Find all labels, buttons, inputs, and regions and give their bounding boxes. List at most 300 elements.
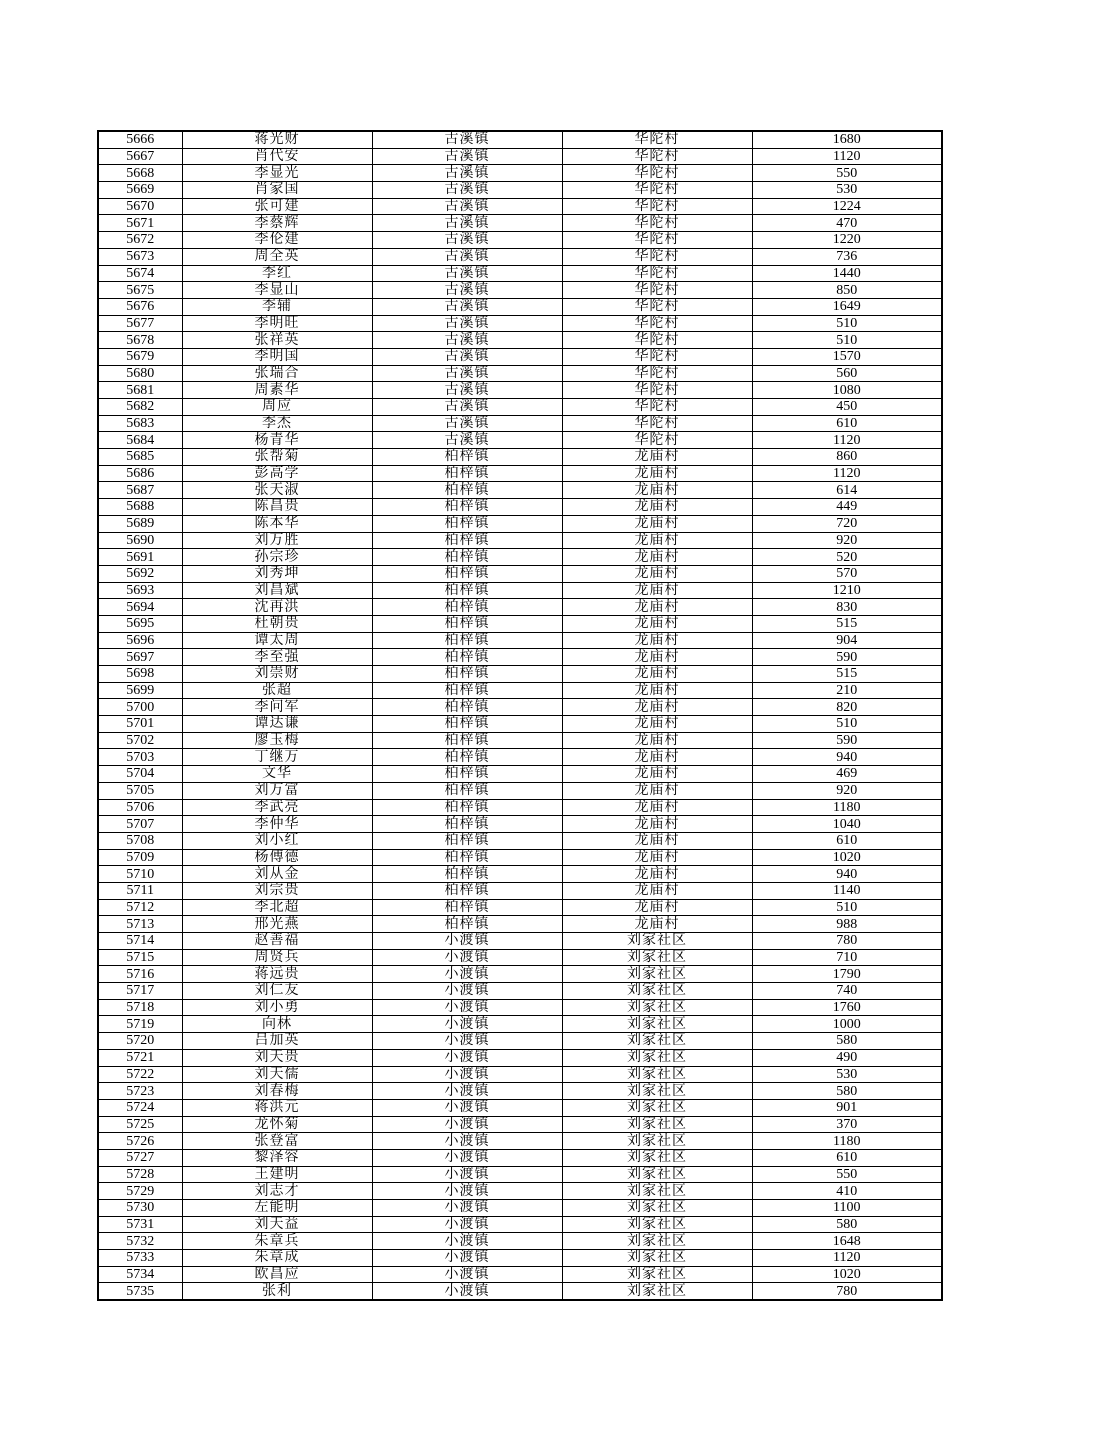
amount-cell: 1648 bbox=[752, 1233, 942, 1250]
amount-cell: 920 bbox=[752, 782, 942, 799]
town-cell: 古溪镇 bbox=[372, 315, 562, 332]
amount-cell: 510 bbox=[752, 315, 942, 332]
amount-cell: 820 bbox=[752, 699, 942, 716]
row-number-cell: 5733 bbox=[98, 1250, 182, 1267]
village-cell: 华陀村 bbox=[562, 365, 752, 382]
amount-cell: 515 bbox=[752, 666, 942, 683]
amount-cell: 470 bbox=[752, 215, 942, 232]
town-cell: 小渡镇 bbox=[372, 1166, 562, 1183]
village-cell: 刘家社区 bbox=[562, 1216, 752, 1233]
town-cell: 古溪镇 bbox=[372, 198, 562, 215]
person-name-cell: 廖玉梅 bbox=[182, 732, 372, 749]
town-cell: 柏梓镇 bbox=[372, 482, 562, 499]
village-cell: 华陀村 bbox=[562, 382, 752, 399]
village-cell: 龙庙村 bbox=[562, 916, 752, 933]
amount-cell: 510 bbox=[752, 899, 942, 916]
table-row bbox=[98, 749, 942, 766]
table-row bbox=[98, 966, 942, 983]
row-number-cell: 5677 bbox=[98, 315, 182, 332]
amount-cell: 1020 bbox=[752, 849, 942, 866]
amount-cell: 1649 bbox=[752, 298, 942, 315]
person-name-cell: 刘小红 bbox=[182, 832, 372, 849]
table-row bbox=[98, 999, 942, 1016]
town-cell: 古溪镇 bbox=[372, 365, 562, 382]
village-cell: 龙庙村 bbox=[562, 766, 752, 783]
village-cell: 龙庙村 bbox=[562, 799, 752, 816]
person-name-cell: 李伦建 bbox=[182, 232, 372, 249]
amount-cell: 1224 bbox=[752, 198, 942, 215]
village-cell: 刘家社区 bbox=[562, 933, 752, 950]
village-cell: 龙庙村 bbox=[562, 615, 752, 632]
row-number-cell: 5723 bbox=[98, 1083, 182, 1100]
person-name-cell: 张天淑 bbox=[182, 482, 372, 499]
village-cell: 龙庙村 bbox=[562, 599, 752, 616]
person-name-cell: 杨青华 bbox=[182, 432, 372, 449]
town-cell: 柏梓镇 bbox=[372, 449, 562, 466]
row-number-cell: 5712 bbox=[98, 899, 182, 916]
town-cell: 柏梓镇 bbox=[372, 799, 562, 816]
amount-cell: 740 bbox=[752, 983, 942, 1000]
table-row bbox=[98, 165, 942, 182]
table-row bbox=[98, 582, 942, 599]
table-row bbox=[98, 782, 942, 799]
person-name-cell: 向林 bbox=[182, 1016, 372, 1033]
person-name-cell: 刘宗贵 bbox=[182, 882, 372, 899]
town-cell: 柏梓镇 bbox=[372, 465, 562, 482]
row-number-cell: 5698 bbox=[98, 666, 182, 683]
row-number-cell: 5667 bbox=[98, 148, 182, 165]
row-number-cell: 5720 bbox=[98, 1033, 182, 1050]
person-name-cell: 杜朝贵 bbox=[182, 615, 372, 632]
amount-cell: 860 bbox=[752, 449, 942, 466]
amount-cell: 920 bbox=[752, 532, 942, 549]
person-name-cell: 刘天贵 bbox=[182, 1049, 372, 1066]
person-name-cell: 孙宗珍 bbox=[182, 549, 372, 566]
person-name-cell: 蒋光财 bbox=[182, 131, 372, 148]
row-number-cell: 5708 bbox=[98, 832, 182, 849]
table-row bbox=[98, 1016, 942, 1033]
amount-cell: 1220 bbox=[752, 232, 942, 249]
person-name-cell: 欧昌应 bbox=[182, 1266, 372, 1283]
amount-cell: 510 bbox=[752, 332, 942, 349]
table-row bbox=[98, 866, 942, 883]
table-row bbox=[98, 1099, 942, 1116]
person-name-cell: 刘万胜 bbox=[182, 532, 372, 549]
table-row bbox=[98, 882, 942, 899]
table-row bbox=[98, 933, 942, 950]
person-name-cell: 龙怀菊 bbox=[182, 1116, 372, 1133]
table-row bbox=[98, 148, 942, 165]
amount-cell: 490 bbox=[752, 1049, 942, 1066]
table-row bbox=[98, 282, 942, 299]
row-number-cell: 5691 bbox=[98, 549, 182, 566]
table-row bbox=[98, 198, 942, 215]
table-row bbox=[98, 1149, 942, 1166]
table-row bbox=[98, 599, 942, 616]
table-row bbox=[98, 382, 942, 399]
table-row bbox=[98, 131, 942, 148]
person-name-cell: 吕加英 bbox=[182, 1033, 372, 1050]
village-cell: 龙庙村 bbox=[562, 882, 752, 899]
amount-cell: 530 bbox=[752, 1066, 942, 1083]
town-cell: 小渡镇 bbox=[372, 1099, 562, 1116]
village-cell: 刘家社区 bbox=[562, 1116, 752, 1133]
village-cell: 刘家社区 bbox=[562, 1016, 752, 1033]
village-cell: 华陀村 bbox=[562, 165, 752, 182]
person-name-cell: 刘小勇 bbox=[182, 999, 372, 1016]
amount-cell: 210 bbox=[752, 682, 942, 699]
amount-cell: 515 bbox=[752, 615, 942, 632]
row-number-cell: 5683 bbox=[98, 415, 182, 432]
town-cell: 柏梓镇 bbox=[372, 499, 562, 516]
village-cell: 华陀村 bbox=[562, 282, 752, 299]
town-cell: 古溪镇 bbox=[372, 248, 562, 265]
person-name-cell: 肖代安 bbox=[182, 148, 372, 165]
row-number-cell: 5713 bbox=[98, 916, 182, 933]
village-cell: 刘家社区 bbox=[562, 1283, 752, 1300]
amount-cell: 850 bbox=[752, 282, 942, 299]
town-cell: 古溪镇 bbox=[372, 165, 562, 182]
town-cell: 柏梓镇 bbox=[372, 666, 562, 683]
person-name-cell: 黎泽容 bbox=[182, 1149, 372, 1166]
town-cell: 古溪镇 bbox=[372, 298, 562, 315]
amount-cell: 590 bbox=[752, 732, 942, 749]
person-name-cell: 李蔡辉 bbox=[182, 215, 372, 232]
row-number-cell: 5716 bbox=[98, 966, 182, 983]
row-number-cell: 5709 bbox=[98, 849, 182, 866]
row-number-cell: 5672 bbox=[98, 232, 182, 249]
person-name-cell: 李仲华 bbox=[182, 816, 372, 833]
amount-cell: 780 bbox=[752, 1283, 942, 1300]
town-cell: 小渡镇 bbox=[372, 949, 562, 966]
town-cell: 小渡镇 bbox=[372, 966, 562, 983]
person-name-cell: 李至强 bbox=[182, 649, 372, 666]
town-cell: 柏梓镇 bbox=[372, 716, 562, 733]
table-row bbox=[98, 832, 942, 849]
amount-cell: 1020 bbox=[752, 1266, 942, 1283]
table-row bbox=[98, 666, 942, 683]
amount-cell: 520 bbox=[752, 549, 942, 566]
person-name-cell: 李武亮 bbox=[182, 799, 372, 816]
village-cell: 龙庙村 bbox=[562, 782, 752, 799]
table-row bbox=[98, 499, 942, 516]
amount-cell: 410 bbox=[752, 1183, 942, 1200]
table-row bbox=[98, 983, 942, 1000]
row-number-cell: 5685 bbox=[98, 449, 182, 466]
table-row bbox=[98, 682, 942, 699]
amount-cell: 610 bbox=[752, 415, 942, 432]
amount-cell: 370 bbox=[752, 1116, 942, 1133]
person-name-cell: 刘天益 bbox=[182, 1216, 372, 1233]
amount-cell: 988 bbox=[752, 916, 942, 933]
town-cell: 小渡镇 bbox=[372, 1133, 562, 1150]
row-number-cell: 5682 bbox=[98, 399, 182, 416]
village-cell: 龙庙村 bbox=[562, 699, 752, 716]
table-row bbox=[98, 1216, 942, 1233]
village-cell: 华陀村 bbox=[562, 432, 752, 449]
village-cell: 龙庙村 bbox=[562, 565, 752, 582]
town-cell: 柏梓镇 bbox=[372, 766, 562, 783]
person-name-cell: 李明国 bbox=[182, 348, 372, 365]
row-number-cell: 5725 bbox=[98, 1116, 182, 1133]
row-number-cell: 5711 bbox=[98, 882, 182, 899]
table-row bbox=[98, 1049, 942, 1066]
table-row bbox=[98, 1266, 942, 1283]
row-number-cell: 5727 bbox=[98, 1149, 182, 1166]
table-row bbox=[98, 632, 942, 649]
village-cell: 龙庙村 bbox=[562, 832, 752, 849]
person-name-cell: 彭高学 bbox=[182, 465, 372, 482]
amount-cell: 610 bbox=[752, 832, 942, 849]
row-number-cell: 5680 bbox=[98, 365, 182, 382]
town-cell: 小渡镇 bbox=[372, 999, 562, 1016]
amount-cell: 1440 bbox=[752, 265, 942, 282]
town-cell: 小渡镇 bbox=[372, 1083, 562, 1100]
village-cell: 华陀村 bbox=[562, 265, 752, 282]
person-name-cell: 李问军 bbox=[182, 699, 372, 716]
table-row bbox=[98, 315, 942, 332]
town-cell: 柏梓镇 bbox=[372, 649, 562, 666]
town-cell: 古溪镇 bbox=[372, 148, 562, 165]
row-number-cell: 5710 bbox=[98, 866, 182, 883]
row-number-cell: 5735 bbox=[98, 1283, 182, 1300]
row-number-cell: 5700 bbox=[98, 699, 182, 716]
town-cell: 柏梓镇 bbox=[372, 899, 562, 916]
amount-cell: 580 bbox=[752, 1216, 942, 1233]
table-row bbox=[98, 849, 942, 866]
amount-cell: 901 bbox=[752, 1099, 942, 1116]
table-row bbox=[98, 298, 942, 315]
village-cell: 龙庙村 bbox=[562, 682, 752, 699]
person-name-cell: 李北超 bbox=[182, 899, 372, 916]
town-cell: 小渡镇 bbox=[372, 1200, 562, 1217]
village-cell: 刘家社区 bbox=[562, 983, 752, 1000]
person-name-cell: 刘秀坤 bbox=[182, 565, 372, 582]
town-cell: 古溪镇 bbox=[372, 232, 562, 249]
town-cell: 古溪镇 bbox=[372, 332, 562, 349]
amount-cell: 940 bbox=[752, 749, 942, 766]
row-number-cell: 5726 bbox=[98, 1133, 182, 1150]
amount-cell: 1790 bbox=[752, 966, 942, 983]
row-number-cell: 5731 bbox=[98, 1216, 182, 1233]
amount-cell: 780 bbox=[752, 933, 942, 950]
row-number-cell: 5722 bbox=[98, 1066, 182, 1083]
person-name-cell: 沈再洪 bbox=[182, 599, 372, 616]
row-number-cell: 5695 bbox=[98, 615, 182, 632]
village-cell: 刘家社区 bbox=[562, 1149, 752, 1166]
town-cell: 小渡镇 bbox=[372, 1049, 562, 1066]
row-number-cell: 5705 bbox=[98, 782, 182, 799]
town-cell: 柏梓镇 bbox=[372, 599, 562, 616]
town-cell: 古溪镇 bbox=[372, 399, 562, 416]
town-cell: 古溪镇 bbox=[372, 348, 562, 365]
town-cell: 小渡镇 bbox=[372, 1016, 562, 1033]
town-cell: 柏梓镇 bbox=[372, 582, 562, 599]
person-name-cell: 陈昌贵 bbox=[182, 499, 372, 516]
table-row bbox=[98, 449, 942, 466]
row-number-cell: 5718 bbox=[98, 999, 182, 1016]
row-number-cell: 5730 bbox=[98, 1200, 182, 1217]
amount-cell: 940 bbox=[752, 866, 942, 883]
row-number-cell: 5678 bbox=[98, 332, 182, 349]
amount-cell: 1180 bbox=[752, 1133, 942, 1150]
village-cell: 龙庙村 bbox=[562, 449, 752, 466]
person-name-cell: 陈本华 bbox=[182, 515, 372, 532]
village-cell: 刘家社区 bbox=[562, 1200, 752, 1217]
village-cell: 刘家社区 bbox=[562, 966, 752, 983]
village-cell: 刘家社区 bbox=[562, 1033, 752, 1050]
amount-cell: 550 bbox=[752, 165, 942, 182]
table-row bbox=[98, 716, 942, 733]
amount-cell: 1000 bbox=[752, 1016, 942, 1033]
amount-cell: 580 bbox=[752, 1033, 942, 1050]
town-cell: 柏梓镇 bbox=[372, 549, 562, 566]
person-name-cell: 邢光燕 bbox=[182, 916, 372, 933]
table-row bbox=[98, 1233, 942, 1250]
amount-cell: 590 bbox=[752, 649, 942, 666]
table-row bbox=[98, 1200, 942, 1217]
town-cell: 柏梓镇 bbox=[372, 732, 562, 749]
town-cell: 柏梓镇 bbox=[372, 632, 562, 649]
village-cell: 龙庙村 bbox=[562, 816, 752, 833]
village-cell: 华陀村 bbox=[562, 131, 752, 148]
town-cell: 古溪镇 bbox=[372, 215, 562, 232]
person-name-cell: 刘昌斌 bbox=[182, 582, 372, 599]
town-cell: 古溪镇 bbox=[372, 415, 562, 432]
town-cell: 柏梓镇 bbox=[372, 615, 562, 632]
village-cell: 龙庙村 bbox=[562, 866, 752, 883]
row-number-cell: 5734 bbox=[98, 1266, 182, 1283]
amount-cell: 1120 bbox=[752, 465, 942, 482]
person-name-cell: 蒋远贵 bbox=[182, 966, 372, 983]
person-name-cell: 李显山 bbox=[182, 282, 372, 299]
row-number-cell: 5679 bbox=[98, 348, 182, 365]
person-name-cell: 李显光 bbox=[182, 165, 372, 182]
village-cell: 华陀村 bbox=[562, 232, 752, 249]
amount-cell: 904 bbox=[752, 632, 942, 649]
town-cell: 小渡镇 bbox=[372, 1266, 562, 1283]
data-table bbox=[97, 130, 943, 1301]
row-number-cell: 5670 bbox=[98, 198, 182, 215]
person-name-cell: 张超 bbox=[182, 682, 372, 699]
row-number-cell: 5694 bbox=[98, 599, 182, 616]
amount-cell: 1080 bbox=[752, 382, 942, 399]
row-number-cell: 5702 bbox=[98, 732, 182, 749]
amount-cell: 1120 bbox=[752, 432, 942, 449]
village-cell: 刘家社区 bbox=[562, 1250, 752, 1267]
village-cell: 龙庙村 bbox=[562, 666, 752, 683]
row-number-cell: 5707 bbox=[98, 816, 182, 833]
table-row bbox=[98, 248, 942, 265]
town-cell: 柏梓镇 bbox=[372, 916, 562, 933]
table-row bbox=[98, 615, 942, 632]
village-cell: 龙庙村 bbox=[562, 899, 752, 916]
town-cell: 柏梓镇 bbox=[372, 515, 562, 532]
town-cell: 小渡镇 bbox=[372, 933, 562, 950]
row-number-cell: 5686 bbox=[98, 465, 182, 482]
person-name-cell: 刘仁友 bbox=[182, 983, 372, 1000]
table-row bbox=[98, 1066, 942, 1083]
town-cell: 小渡镇 bbox=[372, 983, 562, 1000]
person-name-cell: 张登富 bbox=[182, 1133, 372, 1150]
town-cell: 柏梓镇 bbox=[372, 532, 562, 549]
table-row bbox=[98, 916, 942, 933]
person-name-cell: 张可建 bbox=[182, 198, 372, 215]
table-row bbox=[98, 432, 942, 449]
village-cell: 龙庙村 bbox=[562, 716, 752, 733]
row-number-cell: 5728 bbox=[98, 1166, 182, 1183]
village-cell: 龙庙村 bbox=[562, 482, 752, 499]
town-cell: 小渡镇 bbox=[372, 1033, 562, 1050]
person-name-cell: 刘万富 bbox=[182, 782, 372, 799]
table-row bbox=[98, 565, 942, 582]
town-cell: 柏梓镇 bbox=[372, 682, 562, 699]
table-row bbox=[98, 1250, 942, 1267]
amount-cell: 610 bbox=[752, 1149, 942, 1166]
village-cell: 龙庙村 bbox=[562, 549, 752, 566]
town-cell: 古溪镇 bbox=[372, 182, 562, 199]
town-cell: 柏梓镇 bbox=[372, 866, 562, 883]
village-cell: 华陀村 bbox=[562, 215, 752, 232]
town-cell: 柏梓镇 bbox=[372, 849, 562, 866]
row-number-cell: 5724 bbox=[98, 1099, 182, 1116]
table-row bbox=[98, 265, 942, 282]
person-name-cell: 张帮菊 bbox=[182, 449, 372, 466]
person-name-cell: 周素华 bbox=[182, 382, 372, 399]
row-number-cell: 5715 bbox=[98, 949, 182, 966]
village-cell: 龙庙村 bbox=[562, 849, 752, 866]
person-name-cell: 杨傅德 bbox=[182, 849, 372, 866]
town-cell: 柏梓镇 bbox=[372, 882, 562, 899]
village-cell: 华陀村 bbox=[562, 198, 752, 215]
person-name-cell: 赵善福 bbox=[182, 933, 372, 950]
amount-cell: 449 bbox=[752, 499, 942, 516]
person-name-cell: 张祥英 bbox=[182, 332, 372, 349]
row-number-cell: 5689 bbox=[98, 515, 182, 532]
table-row bbox=[98, 182, 942, 199]
table-row bbox=[98, 1083, 942, 1100]
person-name-cell: 周贤兵 bbox=[182, 949, 372, 966]
row-number-cell: 5681 bbox=[98, 382, 182, 399]
row-number-cell: 5673 bbox=[98, 248, 182, 265]
village-cell: 华陀村 bbox=[562, 248, 752, 265]
person-name-cell: 刘从金 bbox=[182, 866, 372, 883]
amount-cell: 1210 bbox=[752, 582, 942, 599]
amount-cell: 1680 bbox=[752, 131, 942, 148]
village-cell: 华陀村 bbox=[562, 315, 752, 332]
amount-cell: 570 bbox=[752, 565, 942, 582]
village-cell: 刘家社区 bbox=[562, 1083, 752, 1100]
table-row bbox=[98, 899, 942, 916]
row-number-cell: 5721 bbox=[98, 1049, 182, 1066]
town-cell: 柏梓镇 bbox=[372, 699, 562, 716]
village-cell: 刘家社区 bbox=[562, 949, 752, 966]
amount-cell: 469 bbox=[752, 766, 942, 783]
person-name-cell: 文华 bbox=[182, 766, 372, 783]
village-cell: 龙庙村 bbox=[562, 649, 752, 666]
village-cell: 华陀村 bbox=[562, 182, 752, 199]
table-row bbox=[98, 332, 942, 349]
table-row bbox=[98, 732, 942, 749]
amount-cell: 1570 bbox=[752, 348, 942, 365]
table-row bbox=[98, 232, 942, 249]
row-number-cell: 5703 bbox=[98, 749, 182, 766]
village-cell: 龙庙村 bbox=[562, 499, 752, 516]
row-number-cell: 5714 bbox=[98, 933, 182, 950]
town-cell: 小渡镇 bbox=[372, 1066, 562, 1083]
village-cell: 刘家社区 bbox=[562, 1099, 752, 1116]
table-body bbox=[98, 131, 942, 1300]
